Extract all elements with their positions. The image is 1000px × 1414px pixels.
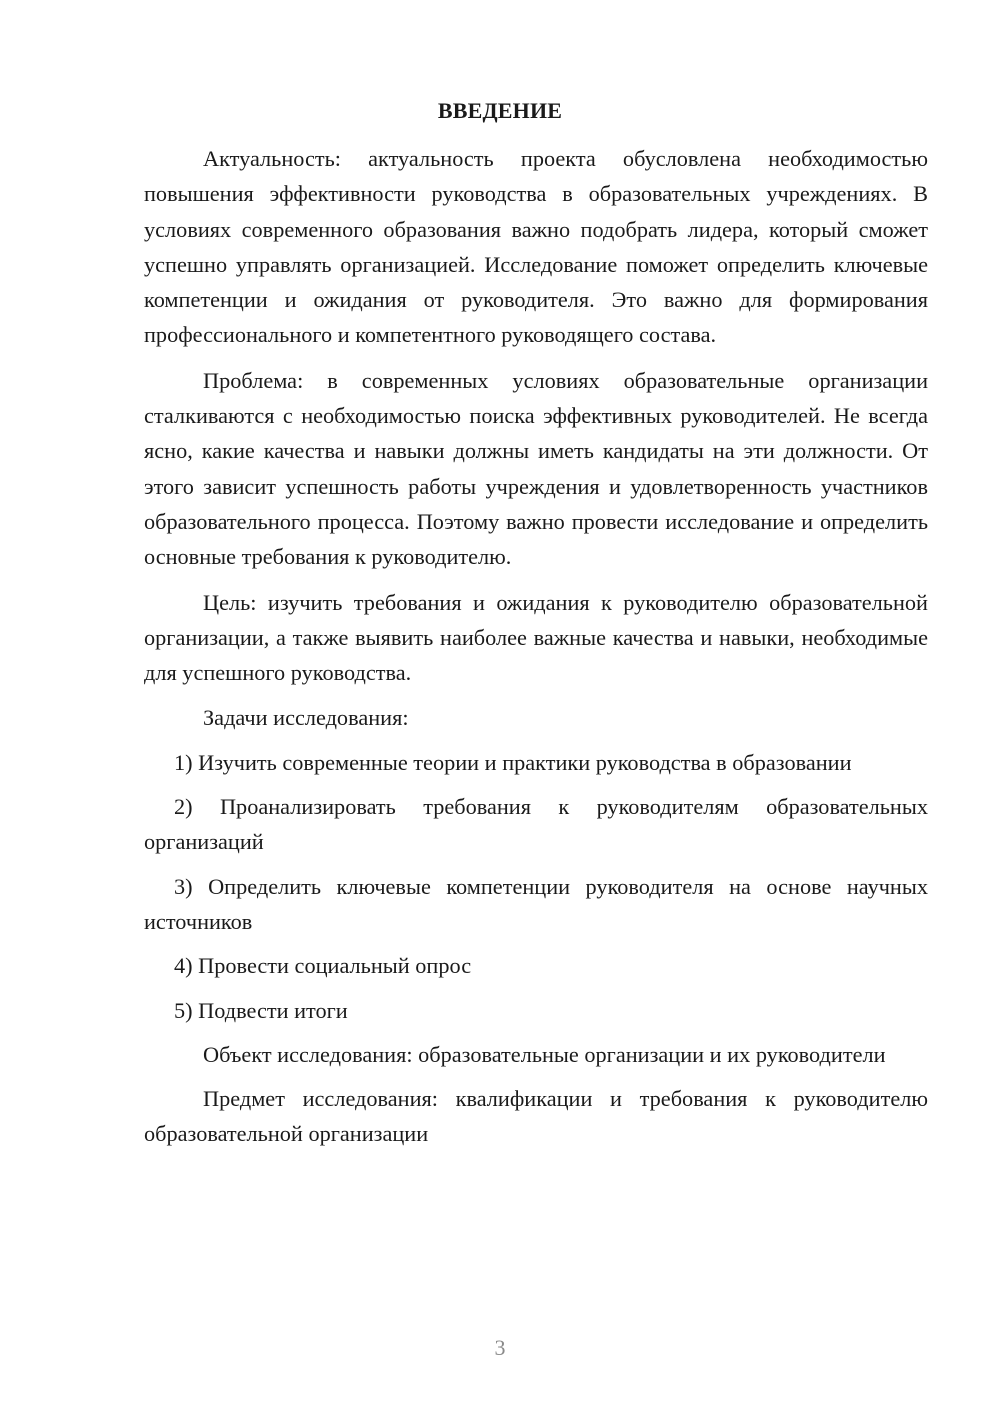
task-item: 4) Провести социальный опрос	[174, 953, 472, 979]
task-item: 5) Подвести итоги	[174, 997, 348, 1023]
problem-paragraph: Проблема: в современных условиях образовательные организации сталкиваются с необходимостью поиска эффективных руководителей. Не всегда ясно, какие качества и навыки должны иметь кандидаты на эти должности. От этого зависит успешность работы учреждения и удовлетворенность участников образовательного процесса. Поэтому важно провести исследование и определить основные требования к руководителю.	[144, 367, 928, 570]
tasks-title: Задачи исследования:	[203, 705, 409, 731]
task-item: 1) Изучить современные теории и практики руководства в образовании	[174, 749, 852, 775]
section-heading: ВВЕДЕНИЕ	[437, 98, 563, 123]
page-number: 3	[494, 1335, 506, 1360]
task-item: 3) Определить ключевые компетенции руководителя на основе научных источников	[144, 873, 928, 934]
object-paragraph: Объект исследования: образовательные организации и их руководители	[203, 1041, 886, 1067]
document-body	[144, 141, 928, 1152]
relevance-paragraph: Актуальность: актуальность проекта обусловлена необходимостью повышения эффективности руководства в образовательных учреждениях. В условиях современного образования важно подобрать лидера, который сможет успешно управлять организацией. Исследование поможет определить ключевые компетенции и ожидания от руководителя. Это важно для формирования профессионального и компетентного руководящего состава.	[144, 146, 928, 348]
goal-paragraph: Цель: изучить требования и ожидания к руководителю образовательной организации, а также выявить наиболее важные качества и навыки, необходимые для успешного руководства.	[144, 589, 928, 686]
subject-paragraph: Предмет исследования: квалификации и требования к руководителю образовательной организации	[144, 1086, 928, 1147]
task-item: 2) Проанализировать требования к руководителям образовательных организаций	[144, 794, 928, 855]
